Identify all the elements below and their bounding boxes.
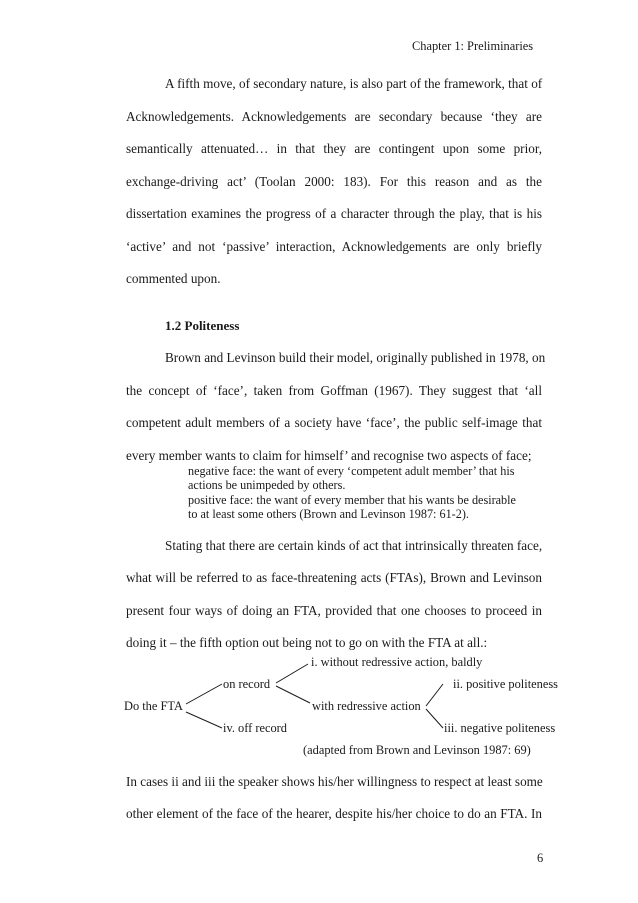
diagram-node-on-record: on record — [223, 677, 271, 691]
text-line: what will be referred to as face-threatening acts (FTAs), Brown and Levinson — [126, 570, 542, 585]
text-line: ‘active’ and not ‘passive’ interaction, Acknowledgements are only briefly — [126, 239, 542, 254]
branch-line — [426, 709, 443, 728]
diagram-node-negative: iii. negative politeness — [444, 721, 556, 735]
text-line: commented upon. — [126, 271, 221, 286]
text-line: dissertation examines the progress of a character through the play, that is his — [126, 206, 542, 221]
text-line: In cases ii and iii the speaker shows his/her willingness to respect at least some — [126, 774, 543, 789]
diagram-node-with-redress: with redressive action — [312, 699, 421, 713]
quote-line: positive face: the want of every member that his wants be desirable — [188, 493, 516, 507]
diagram-source-caption: (adapted from Brown and Levinson 1987: 69) — [303, 743, 531, 757]
text-line: exchange-driving act’ (Toolan 2000: 183). For this reason and as the — [126, 174, 542, 189]
text-line: every member wants to claim for himself’ and recognise two aspects of face; — [126, 448, 532, 463]
diagram-node-root: Do the FTA — [124, 699, 183, 713]
text-line: competent adult members of a society have ‘face’, the public self-image that — [126, 415, 542, 430]
text-line: Brown and Levinson build their model, originally published in 1978, on — [165, 350, 546, 365]
branch-line — [426, 684, 443, 706]
text-line: Acknowledgements. Acknowledgements are secondary because ‘they are — [126, 109, 542, 124]
text-line: Stating that there are certain kinds of act that intrinsically threaten face, — [165, 538, 543, 553]
quote-line: negative face: the want of every ‘competent adult member’ that his — [188, 464, 515, 478]
branch-line — [186, 712, 222, 728]
quote-line: to at least some others (Brown and Levinson 1987: 61-2). — [188, 507, 469, 521]
branch-line — [276, 686, 310, 703]
page-number: 6 — [537, 851, 544, 865]
text-line: other element of the face of the hearer, despite his/her choice to do an FTA. In — [126, 806, 542, 821]
diagram-node-positive: ii. positive politeness — [453, 677, 558, 691]
text-line: A fifth move, of secondary nature, is also part of the framework, that of — [165, 76, 543, 91]
branch-line — [186, 684, 222, 704]
text-line: present four ways of doing an FTA, provided that one chooses to proceed in — [126, 603, 542, 618]
quote-line: actions be unimpeded by others. — [188, 478, 346, 492]
text-line: doing it – the fifth option out being not to go on with the FTA at all.: — [126, 635, 488, 650]
text-line: semantically attenuated… in that they are contingent upon some prior, — [126, 141, 542, 156]
branch-line — [276, 664, 308, 683]
text-line: the concept of ‘face’, taken from Goffman (1967). They suggest that ‘all — [126, 383, 542, 398]
diagram-node-without-redress: i. without redressive action, baldly — [311, 655, 483, 669]
running-header: Chapter 1: Preliminaries — [412, 39, 534, 53]
section-heading: 1.2 Politeness — [165, 318, 240, 333]
diagram-node-off-record: iv. off record — [223, 721, 287, 735]
